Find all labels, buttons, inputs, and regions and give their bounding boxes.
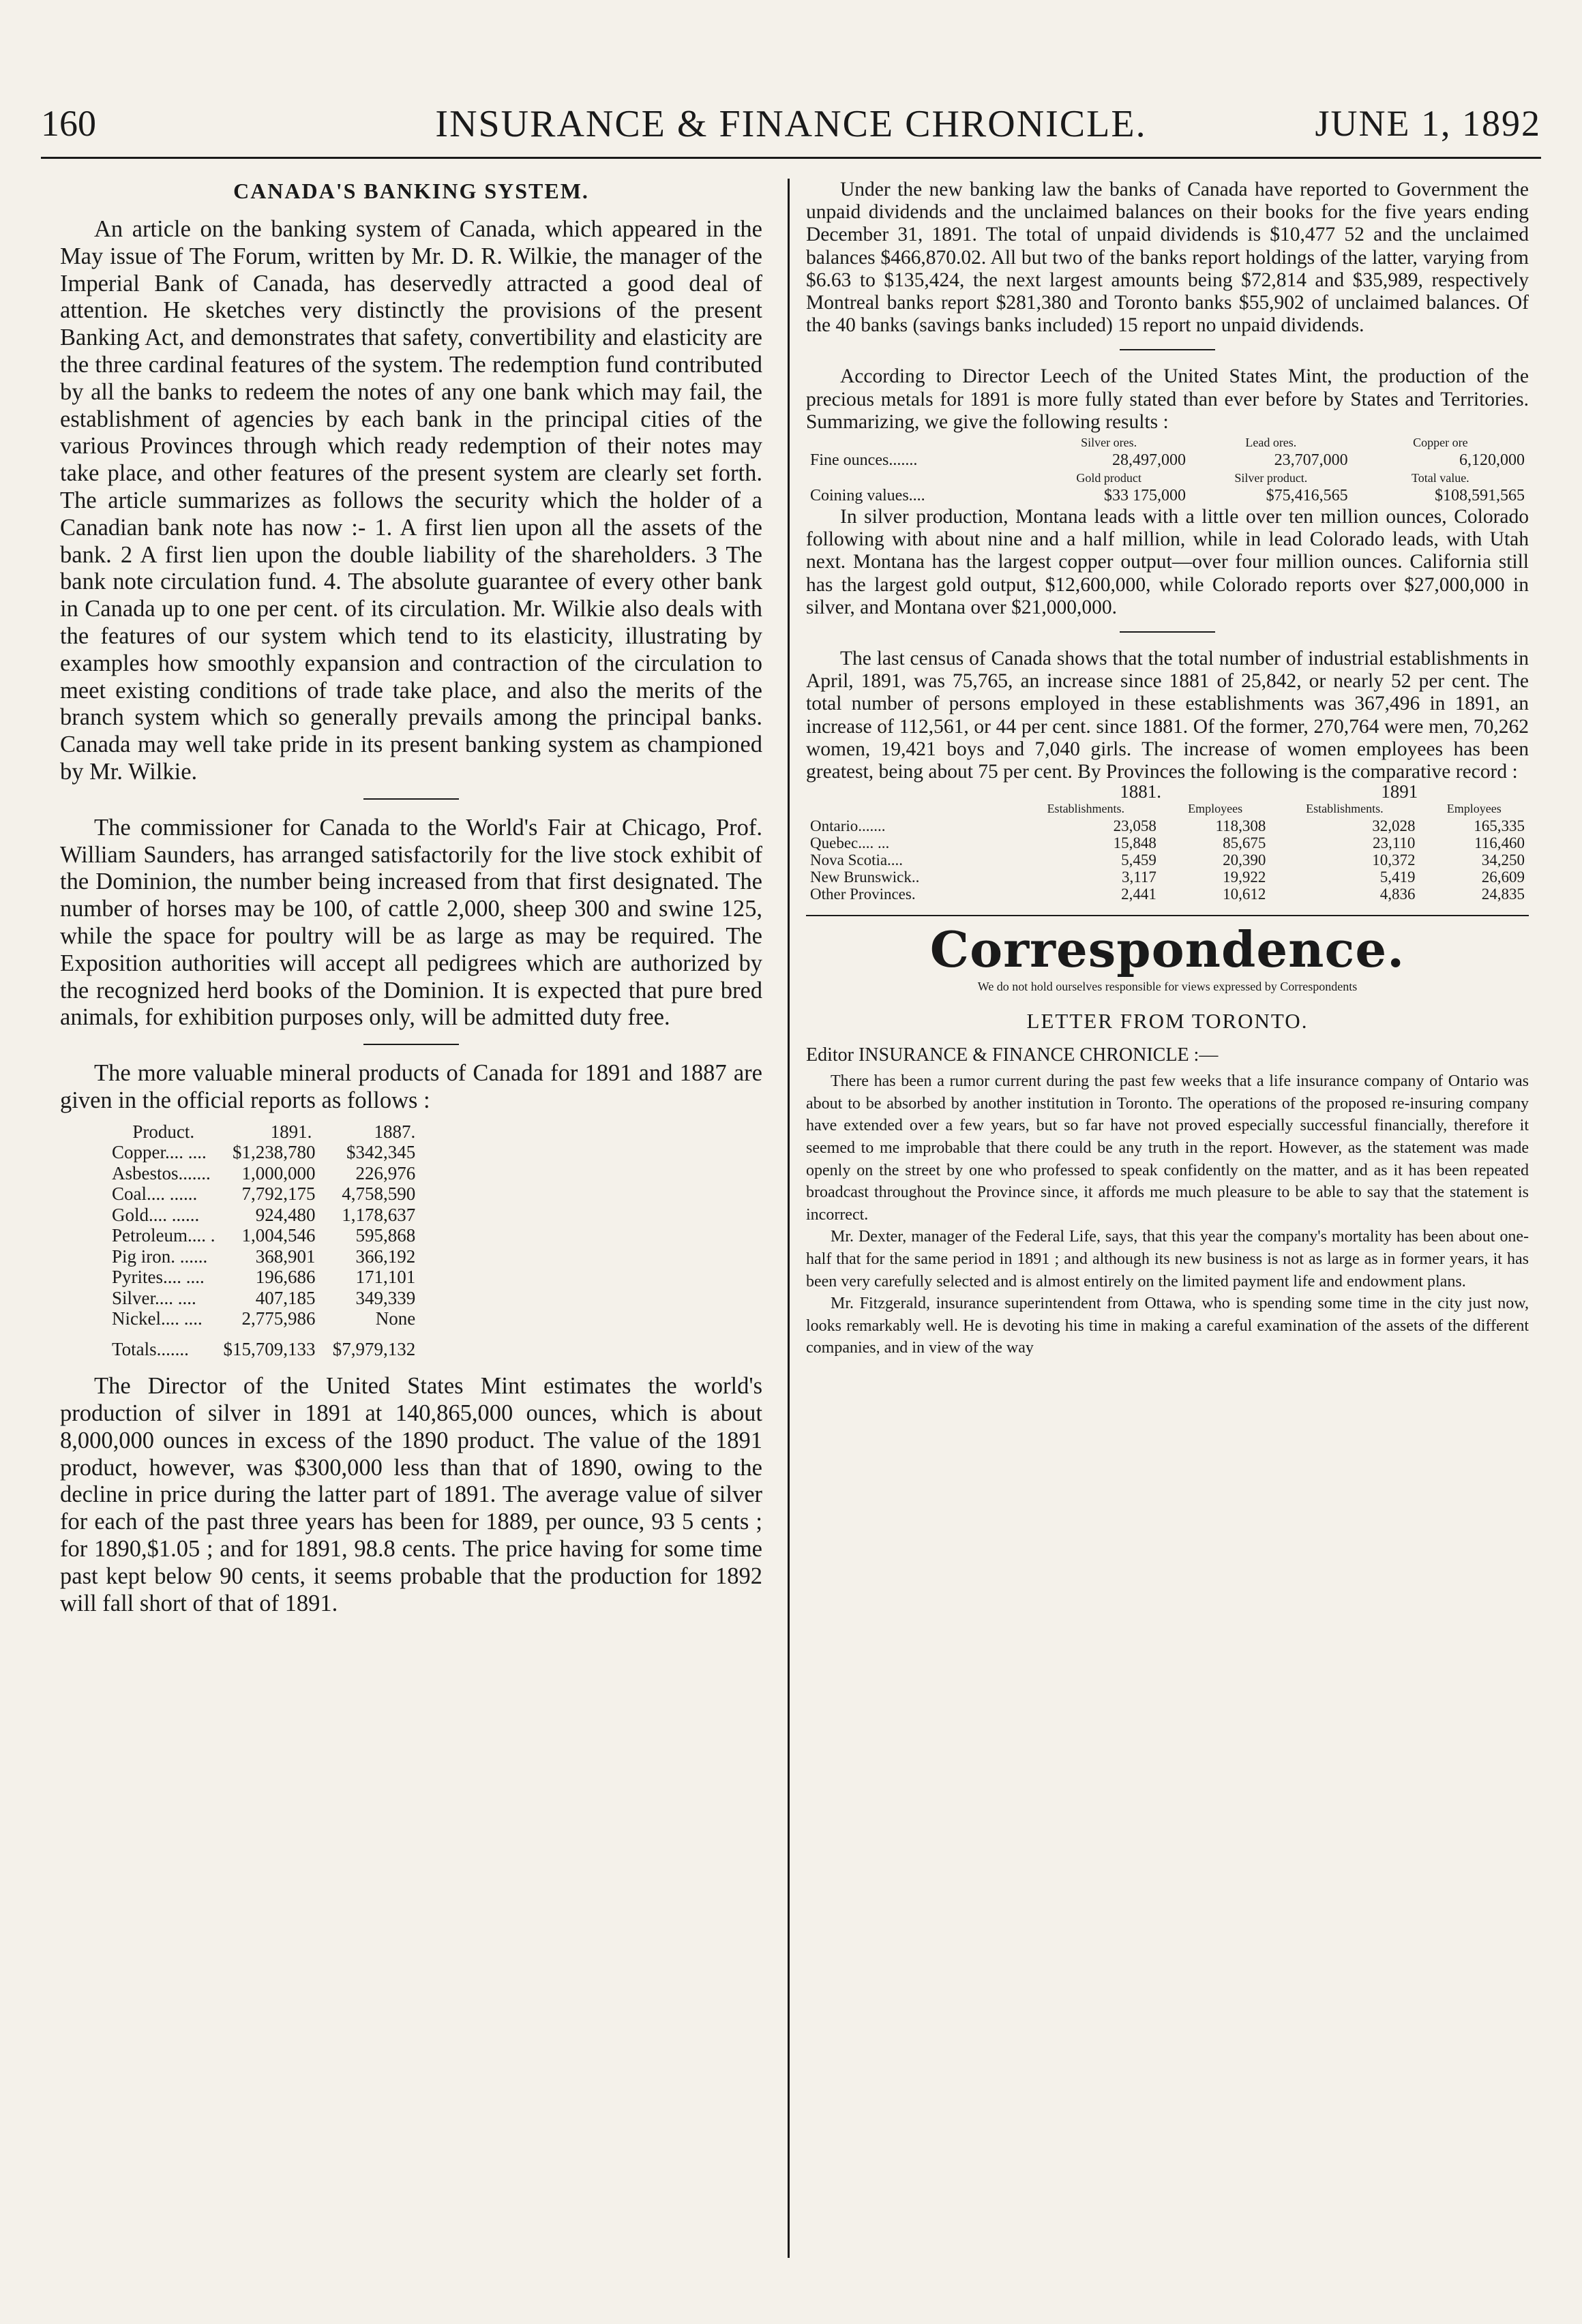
metals-coin-total: $108,591,565 — [1435, 487, 1525, 505]
census-cell-p81: 85,675 — [1223, 834, 1266, 852]
worlds-fair-article: The commissioner for Canada to the World's Fair at Chicago, Prof. William Saunders, has arranged satisfactorily for the live stock exhibit of the Dominion, the number being increased from that first designated. The number of horses may be 100, of cattle 2,000, sheep 300 and swine 125, while the space for poultry will be as large as may be required. The Exposition authorities will accept all pedigrees which are authorized by the recognized herd books of the Dominion. It is expected that pure bred animals, for exhibition purposes only, will be admitted duty free. — [60, 814, 762, 1031]
minerals-row — [108, 1142, 419, 1163]
column-divider — [788, 179, 790, 2258]
minerals-col-product: Product. — [132, 1121, 195, 1142]
correspondence-disclaimer: We do not hold ourselves responsible for views expressed by Correspondents — [977, 980, 1358, 994]
census-cell-e91: 4,836 — [1379, 886, 1416, 903]
minerals-cell-product: Petroleum.... . — [112, 1225, 215, 1246]
minerals-row — [108, 1308, 419, 1329]
banking-heading: CANADA'S BANKING SYSTEM. — [233, 179, 589, 203]
minerals-cell-y1891: 924,480 — [255, 1204, 316, 1225]
census-cell-prov: Quebec.... ... — [810, 834, 890, 852]
metals-s-silver: Silver product. — [1234, 471, 1308, 485]
minerals-cell-y1887: $342,345 — [346, 1142, 416, 1163]
census-cell-prov: Ontario....... — [810, 817, 886, 835]
publication-title: INSURANCE & FINANCE CHRONICLE. — [435, 103, 1147, 145]
page-number: 160 — [41, 103, 96, 144]
minerals-cell-y1891: 1,004,546 — [241, 1225, 316, 1246]
census-1881: 1881. — [1120, 781, 1161, 802]
minerals-cell-y1891: 368,901 — [255, 1246, 316, 1267]
left-column — [60, 179, 762, 1617]
minerals-totals-row — [108, 1329, 419, 1360]
minerals-row — [108, 1225, 419, 1246]
minerals-col-1891: 1891. — [270, 1121, 312, 1142]
header-rule — [41, 157, 1541, 159]
minerals-rows — [108, 1142, 419, 1329]
minerals-intro: The more valuable mineral products of Canada for 1891 and 1887 are given in the official reports as follows : — [60, 1060, 762, 1113]
census-cell-p91: 116,460 — [1474, 834, 1525, 852]
correspondence-title: Correspondence. — [929, 920, 1405, 979]
census-cell-e91: 5,419 — [1379, 869, 1416, 886]
minerals-cell-y1887: 366,192 — [355, 1246, 416, 1267]
census-cell-p91: 26,609 — [1481, 869, 1525, 886]
census-row — [806, 869, 1529, 886]
minerals-cell-y1891: 1,000,000 — [241, 1162, 316, 1183]
minerals-cell-product: Pyrites.... .... — [112, 1267, 205, 1288]
section-rule — [806, 915, 1529, 916]
silver-article: The Director of the United States Mint estimates the world's production of silver in 1891 at 140,865,000 ounces, which is about 8,000,000 ounces in excess of the 1890 product. The value of the 1891 product, however, was $300,000 less than that of 1890, owing to the decline in price during the latter part of 1891. The average value of silver for each of the past three years has been for 1889, per ounce, 93 5 cents ; for 1890,$1.05 ; and for 1891, 98.8 cents. The price having for some time past kept below 90 cents, it seems probable that the production for 1892 will fall short of that of 1891. — [60, 1373, 762, 1616]
banking-article: An article on the banking system of Canada, which appeared in the May issue of The Forum, written by Mr. D. R. Wilkie, the manager of the Imperial Bank of Canada, has deservedly attracted a good deal of attention. He sketches very distinctly the provisions of the present Banking Act, and demonstrates that safety, convertibility and elasticity are the three cardinal features of the system. The redemption fund contributed by all the banks to redeem the notes of any one bank which may fail, the establishment of agencies by each bank in the principal cities of the various Provinces through which ready redemption of their notes may take place, and other features of the present system are clearly set forth. The article summarizes as follows the security which the holder of a Canadian bank note has now :- 1. A first lien upon all the assets of the bank. 2 A first lien upon the double liability of the shareholders. 3 The bank note circulation fund. 4. The absolute guarantee of every other bank in Canada up to one per cent. of its circulation. Mr. Wilkie also deals with the features of our system which tend to its elasticity, illustrating by examples how smoothly expansion and contraction of the circulation to meet existing conditions of trade take place, and also the merits of the branch system which so generally prevails among the principal banks. Canada may well take pride in its present banking system as championed by Mr. Wilkie. — [60, 216, 762, 785]
minerals-row — [108, 1205, 419, 1226]
metals-s-gold: Gold product — [1076, 471, 1141, 485]
page-header — [41, 102, 1541, 164]
metals-after: In silver production, Montana leads with a little over ten million ounces, Colorado following with about nine and a half million, while in lead Colorado leads, with Utah next. Montana has the largest copper output—over four million ounces. California still has the largest gold output, $12,600,000, while Colorado reports over $27,000,000 in silver, and Montana over $21,000,000. — [806, 506, 1529, 618]
issue-date: JUNE 1, 1892 — [1315, 103, 1541, 144]
minerals-table — [108, 1121, 419, 1360]
metals-fine-copper: 6,120,000 — [1459, 451, 1525, 470]
minerals-cell-y1887: 595,868 — [355, 1225, 416, 1246]
census-row — [806, 886, 1529, 903]
metals-h-copper: Copper ore — [1413, 436, 1468, 450]
census-table — [806, 783, 1529, 903]
census-cell-p81: 118,308 — [1215, 817, 1266, 835]
minerals-row — [108, 1183, 419, 1205]
dividends-article: Under the new banking law the banks of Canada have reported to Government the unpaid dividends and the unclaimed balances on their books for the five years ending December 31, 1891. The total of unpaid dividends is $10,477 52 and the unclaimed balances $466,870.02. All but two of the banks report holdings of the latter, varying from $6.63 to $135,424, the next largest amounts being $72,814 and $35,989, respectively Montreal banks report $281,380 and Toronto banks $55,902 of unclaimed balances. Of the 40 banks (savings banks included) 15 report no unpaid dividends. — [806, 179, 1529, 337]
minerals-cell-y1887: 349,339 — [355, 1287, 416, 1308]
census-cell-p81: 20,390 — [1223, 851, 1266, 869]
minerals-cell-product: Silver.... .... — [112, 1287, 196, 1308]
minerals-cell-product: Coal.... ...... — [112, 1183, 198, 1205]
metals-coin-silver: $75,416,565 — [1266, 487, 1348, 505]
census-h-est-1881: Establishments. — [1047, 802, 1125, 816]
minerals-total-1887: $7,979,132 — [332, 1338, 416, 1359]
metals-fine-label: Fine ounces....... — [810, 451, 918, 470]
metals-coin-label: Coining values.... — [810, 487, 925, 505]
letter-salutation: Editor INSURANCE & FINANCE CHRONICLE :— — [806, 1044, 1219, 1066]
census-cell-e81: 5,459 — [1121, 851, 1156, 869]
census-cell-e91: 32,028 — [1372, 817, 1416, 835]
census-cell-prov: New Brunswick.. — [810, 869, 920, 886]
census-cell-p91: 165,335 — [1474, 817, 1525, 835]
census-h-emp-1881: Employees — [1188, 802, 1243, 816]
minerals-cell-y1887: 171,101 — [355, 1267, 416, 1288]
census-cell-e81: 2,441 — [1121, 886, 1156, 903]
minerals-cell-product: Gold.... ...... — [112, 1204, 200, 1225]
minerals-cell-y1891: 2,775,986 — [241, 1308, 316, 1329]
metals-article: According to Director Leech of the United States Mint, the production of the precious metals for 1891 is more fully stated than ever before by States and Territories. Summarizing, we give the following results : — [806, 365, 1529, 433]
minerals-cell-y1887: 1,178,637 — [342, 1204, 416, 1225]
census-cell-e91: 23,110 — [1373, 834, 1416, 852]
census-row — [806, 851, 1529, 869]
minerals-cell-y1891: $1,238,780 — [232, 1142, 316, 1163]
minerals-row — [108, 1246, 419, 1267]
census-row — [806, 834, 1529, 851]
minerals-cell-y1891: 7,792,175 — [241, 1183, 316, 1205]
right-column — [806, 179, 1529, 1359]
minerals-row — [108, 1163, 419, 1184]
census-cell-e81: 23,058 — [1113, 817, 1156, 835]
census-rows — [806, 817, 1529, 903]
minerals-cell-y1887: None — [375, 1308, 416, 1329]
metals-h-lead: Lead ores. — [1245, 436, 1297, 450]
census-cell-e81: 3,117 — [1121, 869, 1156, 886]
census-cell-e91: 10,372 — [1372, 851, 1416, 869]
census-cell-prov: Nova Scotia.... — [810, 851, 904, 869]
minerals-cell-y1891: 196,686 — [255, 1267, 316, 1288]
minerals-col-1887: 1887. — [374, 1121, 416, 1142]
metals-h-silver: Silver ores. — [1081, 436, 1137, 450]
census-cell-p81: 19,922 — [1223, 869, 1266, 886]
letter-title: LETTER FROM TORONTO. — [1026, 1009, 1309, 1033]
letter-paragraph: Mr. Fitzgerald, insurance superintendent from Ottawa, who is spending some time in the city just now, looks remarkably well. He is devoting his time in making a careful examination of the assets of the different companies, and in view of the way — [806, 1295, 1529, 1357]
census-cell-e81: 15,848 — [1113, 834, 1156, 852]
section-divider — [1120, 349, 1215, 350]
census-cell-p81: 10,612 — [1223, 886, 1266, 903]
metals-coin-gold: $33 175,000 — [1103, 487, 1186, 505]
census-row — [806, 817, 1529, 834]
minerals-row — [108, 1288, 419, 1309]
minerals-cell-y1891: 407,185 — [255, 1287, 316, 1308]
census-h-emp-1891: Employees — [1446, 802, 1502, 816]
minerals-cell-product: Pig iron. ...... — [112, 1246, 208, 1267]
minerals-cell-product: Asbestos....... — [112, 1162, 211, 1183]
census-cell-prov: Other Provinces. — [810, 886, 916, 903]
census-cell-p91: 34,250 — [1481, 851, 1525, 869]
metals-fine-lead: 23,707,000 — [1274, 451, 1348, 470]
metals-s-total: Total value. — [1411, 471, 1469, 485]
metals-table — [806, 434, 1529, 504]
minerals-row — [108, 1267, 419, 1288]
minerals-cell-product: Copper.... .... — [112, 1142, 207, 1163]
census-1891: 1891 — [1381, 781, 1418, 802]
section-divider — [363, 798, 459, 800]
letter-paragraph: Mr. Dexter, manager of the Federal Life, says, that this year the company's mortality has been about one-half that for the same period in 1891 ; and although its new business is not as large as in former years, it has been very carefully selected and is almost entirely on the limited payment life and endowment plans. — [806, 1228, 1529, 1291]
minerals-total-1891: $15,709,133 — [223, 1338, 316, 1359]
section-divider — [1120, 631, 1215, 633]
section-divider — [363, 1044, 459, 1045]
minerals-totals-label: Totals....... — [112, 1338, 189, 1359]
metals-fine-silver: 28,497,000 — [1111, 451, 1186, 470]
minerals-cell-y1887: 226,976 — [355, 1162, 416, 1183]
census-h-est-1891: Establishments. — [1306, 802, 1384, 816]
census-article: The last census of Canada shows that the total number of industrial establishments in April, 1891, was 75,765, an increase since 1881 of 25,842, or nearly 52 per cent. The total number of persons employed in these establishments was 367,496 in 1891, an increase of 112,561, or 44 per cent. since 1881. Of the former, 270,764 were men, 70,262 women, 19,421 boys and 7,040 girls. The increase of women employees has been greatest, being about 75 per cent. By Provinces the following is the comparative record : — [806, 648, 1529, 783]
letter-paragraph: There has been a rumor current during the past few weeks that a life insurance company of Ontario was about to be absorbed by another institution in Toronto. The operations of the proposed re-insuring company have extended over a few years, but so far have not proved especially successful financially, therefore it seemed to me improbable that there could be any truth in the report. However, as the statement was made openly on the street by one who professed to speak confidently on the matter, and as it has been repeated broadcast throughout the Province since, it affords me much pleasure to be able to say that the statement is incorrect. — [806, 1072, 1529, 1224]
minerals-cell-y1887: 4,758,590 — [342, 1183, 416, 1205]
minerals-cell-product: Nickel.... .... — [112, 1308, 203, 1329]
census-cell-p91: 24,835 — [1481, 886, 1525, 903]
